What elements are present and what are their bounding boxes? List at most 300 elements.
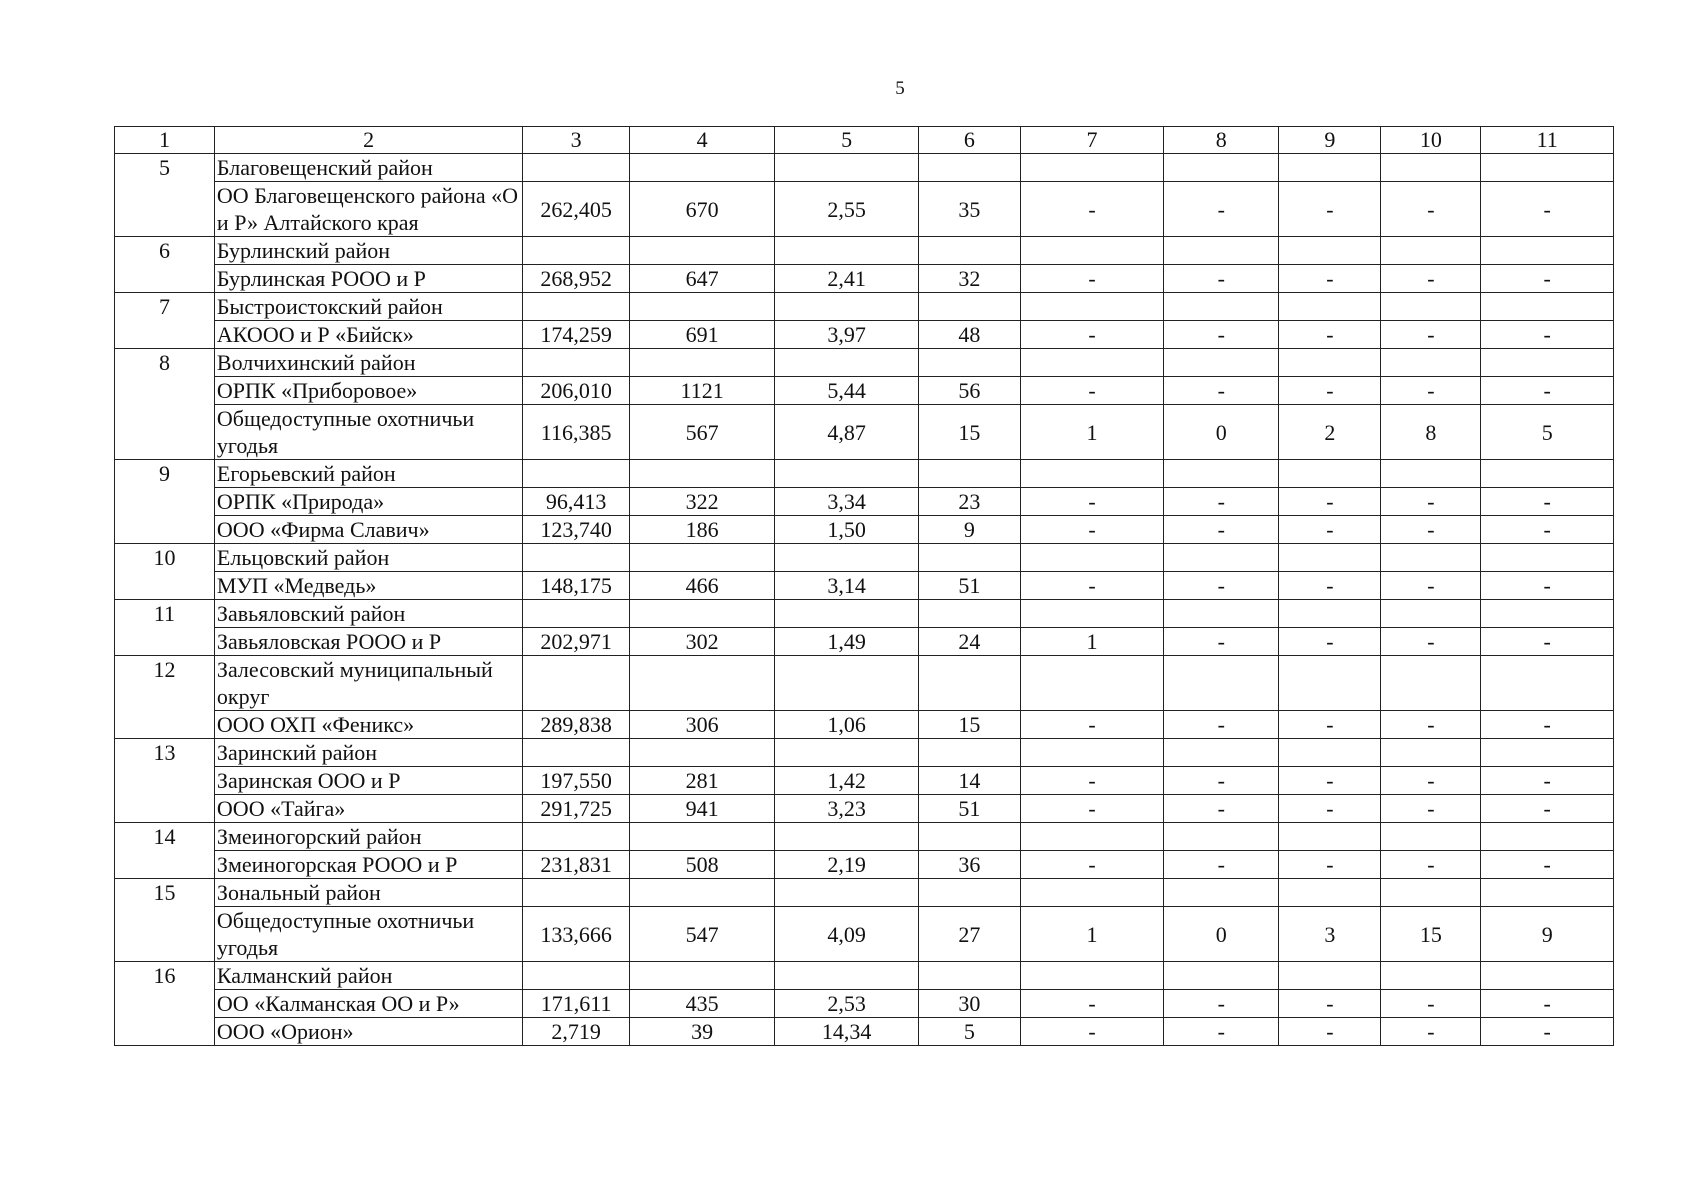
row-number: 10 bbox=[115, 544, 215, 600]
empty-cell bbox=[1020, 544, 1163, 572]
district-row bbox=[115, 237, 1614, 265]
value-cell: - bbox=[1481, 795, 1614, 823]
empty-cell bbox=[775, 656, 918, 711]
value-cell: 291,725 bbox=[523, 795, 629, 823]
value-cell: 2,719 bbox=[523, 1018, 629, 1046]
value-cell: - bbox=[1279, 767, 1381, 795]
value-cell: - bbox=[1020, 265, 1163, 293]
value-cell: - bbox=[1020, 1018, 1163, 1046]
empty-cell bbox=[629, 656, 775, 711]
value-cell: - bbox=[1481, 572, 1614, 600]
row-number: 8 bbox=[115, 349, 215, 460]
value-cell: 14,34 bbox=[775, 1018, 918, 1046]
empty-cell bbox=[1381, 823, 1481, 851]
value-cell: 547 bbox=[629, 907, 775, 962]
empty-cell bbox=[775, 600, 918, 628]
value-cell: - bbox=[1020, 516, 1163, 544]
empty-cell bbox=[1279, 293, 1381, 321]
value-cell: 508 bbox=[629, 851, 775, 879]
value-cell: - bbox=[1279, 265, 1381, 293]
empty-cell bbox=[629, 460, 775, 488]
value-cell: - bbox=[1164, 711, 1279, 739]
organization-name: ОРПК «Природа» bbox=[214, 488, 522, 516]
value-cell: - bbox=[1164, 572, 1279, 600]
value-cell: - bbox=[1481, 488, 1614, 516]
empty-cell bbox=[523, 154, 629, 182]
value-cell: - bbox=[1020, 767, 1163, 795]
empty-cell bbox=[918, 460, 1020, 488]
district-row bbox=[115, 823, 1614, 851]
value-cell: 4,87 bbox=[775, 405, 918, 460]
value-cell: 289,838 bbox=[523, 711, 629, 739]
value-cell: 133,666 bbox=[523, 907, 629, 962]
row-number: 9 bbox=[115, 460, 215, 544]
value-cell: 51 bbox=[918, 795, 1020, 823]
value-cell: - bbox=[1279, 711, 1381, 739]
value-cell: 5 bbox=[918, 1018, 1020, 1046]
empty-cell bbox=[523, 879, 629, 907]
empty-cell bbox=[1164, 544, 1279, 572]
row-number: 15 bbox=[115, 879, 215, 962]
value-cell: - bbox=[1481, 182, 1614, 237]
value-cell: - bbox=[1381, 572, 1481, 600]
value-cell: - bbox=[1381, 516, 1481, 544]
value-cell: - bbox=[1020, 572, 1163, 600]
empty-cell bbox=[1164, 739, 1279, 767]
value-cell: - bbox=[1020, 321, 1163, 349]
empty-cell bbox=[1020, 460, 1163, 488]
empty-cell bbox=[629, 879, 775, 907]
empty-cell bbox=[1381, 656, 1481, 711]
empty-cell bbox=[1279, 237, 1381, 265]
empty-cell bbox=[918, 293, 1020, 321]
column-number-header: 11 bbox=[1481, 127, 1614, 154]
empty-cell bbox=[629, 600, 775, 628]
empty-cell bbox=[1020, 600, 1163, 628]
table-row bbox=[115, 795, 1614, 823]
value-cell: - bbox=[1381, 488, 1481, 516]
empty-cell bbox=[1381, 739, 1481, 767]
value-cell: 35 bbox=[918, 182, 1020, 237]
empty-cell bbox=[1020, 293, 1163, 321]
organization-name: Змеиногорская РООО и Р bbox=[214, 851, 522, 879]
value-cell: 2 bbox=[1279, 405, 1381, 460]
column-number-header: 6 bbox=[918, 127, 1020, 154]
empty-cell bbox=[775, 823, 918, 851]
empty-cell bbox=[1164, 962, 1279, 990]
district-name: Зональный район bbox=[214, 879, 522, 907]
value-cell: 1 bbox=[1020, 907, 1163, 962]
table-row bbox=[115, 907, 1614, 962]
empty-cell bbox=[1481, 460, 1614, 488]
empty-cell bbox=[918, 739, 1020, 767]
district-name: Егорьевский район bbox=[214, 460, 522, 488]
column-number-header: 2 bbox=[214, 127, 522, 154]
value-cell: - bbox=[1381, 265, 1481, 293]
district-row bbox=[115, 154, 1614, 182]
value-cell: - bbox=[1381, 851, 1481, 879]
empty-cell bbox=[1279, 656, 1381, 711]
empty-cell bbox=[918, 154, 1020, 182]
value-cell: 691 bbox=[629, 321, 775, 349]
value-cell: 148,175 bbox=[523, 572, 629, 600]
table-row bbox=[115, 990, 1614, 1018]
value-cell: 1 bbox=[1020, 628, 1163, 656]
district-name: Быстроистокский район bbox=[214, 293, 522, 321]
value-cell: - bbox=[1020, 377, 1163, 405]
value-cell: - bbox=[1279, 321, 1381, 349]
empty-cell bbox=[1381, 460, 1481, 488]
empty-cell bbox=[775, 460, 918, 488]
value-cell: - bbox=[1279, 795, 1381, 823]
column-number-header: 7 bbox=[1020, 127, 1163, 154]
value-cell: - bbox=[1279, 516, 1381, 544]
table-row bbox=[115, 321, 1614, 349]
empty-cell bbox=[629, 237, 775, 265]
value-cell: 1,49 bbox=[775, 628, 918, 656]
empty-cell bbox=[1279, 544, 1381, 572]
column-number-header: 10 bbox=[1381, 127, 1481, 154]
empty-cell bbox=[629, 349, 775, 377]
value-cell: 302 bbox=[629, 628, 775, 656]
table-row bbox=[115, 516, 1614, 544]
empty-cell bbox=[523, 349, 629, 377]
empty-cell bbox=[1020, 739, 1163, 767]
value-cell: - bbox=[1481, 990, 1614, 1018]
row-number: 14 bbox=[115, 823, 215, 879]
value-cell: 171,611 bbox=[523, 990, 629, 1018]
value-cell: 15 bbox=[918, 711, 1020, 739]
hunting-grounds-table bbox=[114, 126, 1614, 1046]
value-cell: 1121 bbox=[629, 377, 775, 405]
empty-cell bbox=[1164, 460, 1279, 488]
value-cell: - bbox=[1164, 767, 1279, 795]
value-cell: 4,09 bbox=[775, 907, 918, 962]
organization-name: ООО «Орион» bbox=[214, 1018, 522, 1046]
value-cell: 9 bbox=[918, 516, 1020, 544]
table-row bbox=[115, 265, 1614, 293]
district-row bbox=[115, 293, 1614, 321]
value-cell: 306 bbox=[629, 711, 775, 739]
empty-cell bbox=[1020, 823, 1163, 851]
empty-cell bbox=[1381, 962, 1481, 990]
empty-cell bbox=[629, 823, 775, 851]
value-cell: 56 bbox=[918, 377, 1020, 405]
empty-cell bbox=[1481, 600, 1614, 628]
value-cell: 5 bbox=[1481, 405, 1614, 460]
empty-cell bbox=[1381, 544, 1481, 572]
value-cell: - bbox=[1481, 767, 1614, 795]
value-cell: - bbox=[1164, 265, 1279, 293]
district-row bbox=[115, 544, 1614, 572]
value-cell: 2,41 bbox=[775, 265, 918, 293]
empty-cell bbox=[523, 237, 629, 265]
district-name: Благовещенский район bbox=[214, 154, 522, 182]
empty-cell bbox=[1481, 349, 1614, 377]
table-row bbox=[115, 488, 1614, 516]
empty-cell bbox=[1164, 154, 1279, 182]
empty-cell bbox=[1279, 154, 1381, 182]
value-cell: 15 bbox=[918, 405, 1020, 460]
empty-cell bbox=[1279, 879, 1381, 907]
empty-cell bbox=[1481, 962, 1614, 990]
empty-cell bbox=[1381, 349, 1481, 377]
empty-cell bbox=[1481, 879, 1614, 907]
value-cell: - bbox=[1381, 1018, 1481, 1046]
empty-cell bbox=[1381, 237, 1481, 265]
empty-cell bbox=[1381, 293, 1481, 321]
value-cell: 0 bbox=[1164, 907, 1279, 962]
value-cell: 1,50 bbox=[775, 516, 918, 544]
value-cell: 2,19 bbox=[775, 851, 918, 879]
empty-cell bbox=[523, 962, 629, 990]
value-cell: - bbox=[1164, 377, 1279, 405]
empty-cell bbox=[1279, 739, 1381, 767]
empty-cell bbox=[775, 237, 918, 265]
empty-cell bbox=[1381, 154, 1481, 182]
value-cell: - bbox=[1164, 488, 1279, 516]
value-cell: - bbox=[1164, 321, 1279, 349]
empty-cell bbox=[1481, 293, 1614, 321]
empty-cell bbox=[1164, 237, 1279, 265]
value-cell: 262,405 bbox=[523, 182, 629, 237]
value-cell: 567 bbox=[629, 405, 775, 460]
value-cell: - bbox=[1279, 182, 1381, 237]
empty-cell bbox=[523, 600, 629, 628]
organization-name: Завьяловская РООО и Р bbox=[214, 628, 522, 656]
value-cell: 647 bbox=[629, 265, 775, 293]
value-cell: - bbox=[1164, 795, 1279, 823]
empty-cell bbox=[1481, 739, 1614, 767]
value-cell: 3,97 bbox=[775, 321, 918, 349]
district-name: Змеиногорский район bbox=[214, 823, 522, 851]
row-number: 16 bbox=[115, 962, 215, 1046]
district-name: Залесовский муниципальный округ bbox=[214, 656, 522, 711]
empty-cell bbox=[1020, 349, 1163, 377]
value-cell: 5,44 bbox=[775, 377, 918, 405]
value-cell: - bbox=[1381, 767, 1481, 795]
column-number-header: 9 bbox=[1279, 127, 1381, 154]
value-cell: - bbox=[1481, 265, 1614, 293]
empty-cell bbox=[1020, 237, 1163, 265]
empty-cell bbox=[1164, 293, 1279, 321]
value-cell: 39 bbox=[629, 1018, 775, 1046]
district-name: Заринский район bbox=[214, 739, 522, 767]
empty-cell bbox=[1020, 154, 1163, 182]
value-cell: 96,413 bbox=[523, 488, 629, 516]
column-number-header: 8 bbox=[1164, 127, 1279, 154]
empty-cell bbox=[775, 544, 918, 572]
header-row bbox=[115, 127, 1614, 154]
value-cell: - bbox=[1164, 182, 1279, 237]
row-number: 11 bbox=[115, 600, 215, 656]
value-cell: - bbox=[1481, 321, 1614, 349]
empty-cell bbox=[775, 293, 918, 321]
value-cell: 116,385 bbox=[523, 405, 629, 460]
empty-cell bbox=[918, 962, 1020, 990]
empty-cell bbox=[1481, 237, 1614, 265]
value-cell: 30 bbox=[918, 990, 1020, 1018]
value-cell: - bbox=[1381, 182, 1481, 237]
value-cell: - bbox=[1020, 851, 1163, 879]
value-cell: 1,42 bbox=[775, 767, 918, 795]
value-cell: 9 bbox=[1481, 907, 1614, 962]
empty-cell bbox=[1164, 656, 1279, 711]
empty-cell bbox=[1381, 879, 1481, 907]
value-cell: - bbox=[1481, 851, 1614, 879]
value-cell: 206,010 bbox=[523, 377, 629, 405]
value-cell: 27 bbox=[918, 907, 1020, 962]
empty-cell bbox=[775, 879, 918, 907]
district-name: Бурлинский район bbox=[214, 237, 522, 265]
district-row bbox=[115, 962, 1614, 990]
value-cell: - bbox=[1020, 711, 1163, 739]
empty-cell bbox=[1279, 600, 1381, 628]
value-cell: 174,259 bbox=[523, 321, 629, 349]
value-cell: - bbox=[1020, 990, 1163, 1018]
organization-name: ООО «Тайга» bbox=[214, 795, 522, 823]
empty-cell bbox=[1481, 823, 1614, 851]
value-cell: 48 bbox=[918, 321, 1020, 349]
empty-cell bbox=[1164, 879, 1279, 907]
district-row bbox=[115, 739, 1614, 767]
organization-name: Общедоступные охотничьи угодья bbox=[214, 405, 522, 460]
table-row bbox=[115, 851, 1614, 879]
organization-name: ОО Благовещенского района «О и Р» Алтайского края bbox=[214, 182, 522, 237]
row-number: 6 bbox=[115, 237, 215, 293]
empty-cell bbox=[1279, 349, 1381, 377]
organization-name: ООО ОХП «Феникс» bbox=[214, 711, 522, 739]
value-cell: 51 bbox=[918, 572, 1020, 600]
value-cell: - bbox=[1481, 711, 1614, 739]
empty-cell bbox=[1164, 600, 1279, 628]
value-cell: 435 bbox=[629, 990, 775, 1018]
value-cell: 32 bbox=[918, 265, 1020, 293]
empty-cell bbox=[523, 823, 629, 851]
table-body bbox=[115, 154, 1614, 1046]
empty-cell bbox=[629, 154, 775, 182]
column-number-header: 1 bbox=[115, 127, 215, 154]
value-cell: 36 bbox=[918, 851, 1020, 879]
value-cell: 3,14 bbox=[775, 572, 918, 600]
value-cell: 281 bbox=[629, 767, 775, 795]
row-number: 13 bbox=[115, 739, 215, 823]
value-cell: 231,831 bbox=[523, 851, 629, 879]
value-cell: 202,971 bbox=[523, 628, 629, 656]
empty-cell bbox=[918, 237, 1020, 265]
value-cell: - bbox=[1279, 990, 1381, 1018]
empty-cell bbox=[1481, 154, 1614, 182]
empty-cell bbox=[629, 544, 775, 572]
organization-name: Бурлинская РООО и Р bbox=[214, 265, 522, 293]
table-row bbox=[115, 711, 1614, 739]
value-cell: - bbox=[1279, 377, 1381, 405]
value-cell: 23 bbox=[918, 488, 1020, 516]
value-cell: - bbox=[1164, 516, 1279, 544]
value-cell: 186 bbox=[629, 516, 775, 544]
empty-cell bbox=[629, 293, 775, 321]
value-cell: - bbox=[1481, 1018, 1614, 1046]
column-number-header: 4 bbox=[629, 127, 775, 154]
empty-cell bbox=[775, 962, 918, 990]
empty-cell bbox=[1164, 823, 1279, 851]
empty-cell bbox=[918, 656, 1020, 711]
value-cell: 3 bbox=[1279, 907, 1381, 962]
value-cell: 123,740 bbox=[523, 516, 629, 544]
organization-name: Общедоступные охотничьи угодья bbox=[214, 907, 522, 962]
value-cell: - bbox=[1381, 990, 1481, 1018]
value-cell: 0 bbox=[1164, 405, 1279, 460]
table-row bbox=[115, 1018, 1614, 1046]
empty-cell bbox=[1481, 544, 1614, 572]
page-number: 5 bbox=[895, 78, 905, 99]
empty-cell bbox=[1164, 349, 1279, 377]
value-cell: 1 bbox=[1020, 405, 1163, 460]
value-cell: - bbox=[1279, 1018, 1381, 1046]
empty-cell bbox=[1020, 656, 1163, 711]
value-cell: - bbox=[1279, 851, 1381, 879]
value-cell: 2,53 bbox=[775, 990, 918, 1018]
value-cell: - bbox=[1020, 488, 1163, 516]
table-row bbox=[115, 572, 1614, 600]
organization-name: Заринская ООО и Р bbox=[214, 767, 522, 795]
organization-name: ОО «Калманская ОО и Р» bbox=[214, 990, 522, 1018]
value-cell: - bbox=[1164, 1018, 1279, 1046]
empty-cell bbox=[918, 823, 1020, 851]
district-row bbox=[115, 656, 1614, 711]
empty-cell bbox=[918, 544, 1020, 572]
empty-cell bbox=[523, 460, 629, 488]
organization-name: АКООО и Р «Бийск» bbox=[214, 321, 522, 349]
value-cell: - bbox=[1020, 795, 1163, 823]
value-cell: - bbox=[1279, 628, 1381, 656]
empty-cell bbox=[1279, 962, 1381, 990]
value-cell: 14 bbox=[918, 767, 1020, 795]
district-name: Ельцовский район bbox=[214, 544, 522, 572]
value-cell: - bbox=[1164, 628, 1279, 656]
value-cell: 24 bbox=[918, 628, 1020, 656]
value-cell: 670 bbox=[629, 182, 775, 237]
empty-cell bbox=[918, 879, 1020, 907]
empty-cell bbox=[775, 154, 918, 182]
value-cell: - bbox=[1279, 572, 1381, 600]
value-cell: 1,06 bbox=[775, 711, 918, 739]
value-cell: 268,952 bbox=[523, 265, 629, 293]
value-cell: - bbox=[1164, 990, 1279, 1018]
district-name: Калманский район bbox=[214, 962, 522, 990]
empty-cell bbox=[1020, 879, 1163, 907]
table-row bbox=[115, 377, 1614, 405]
value-cell: 15 bbox=[1381, 907, 1481, 962]
value-cell: - bbox=[1481, 516, 1614, 544]
row-number: 5 bbox=[115, 154, 215, 237]
column-number-header: 3 bbox=[523, 127, 629, 154]
organization-name: МУП «Медведь» bbox=[214, 572, 522, 600]
organization-name: ОРПК «Приборовое» bbox=[214, 377, 522, 405]
district-row bbox=[115, 879, 1614, 907]
value-cell: - bbox=[1381, 711, 1481, 739]
empty-cell bbox=[1279, 823, 1381, 851]
table-row bbox=[115, 405, 1614, 460]
value-cell: - bbox=[1164, 851, 1279, 879]
value-cell: 322 bbox=[629, 488, 775, 516]
organization-name: ООО «Фирма Славич» bbox=[214, 516, 522, 544]
empty-cell bbox=[1381, 600, 1481, 628]
value-cell: 3,23 bbox=[775, 795, 918, 823]
value-cell: 3,34 bbox=[775, 488, 918, 516]
empty-cell bbox=[629, 739, 775, 767]
district-row bbox=[115, 460, 1614, 488]
